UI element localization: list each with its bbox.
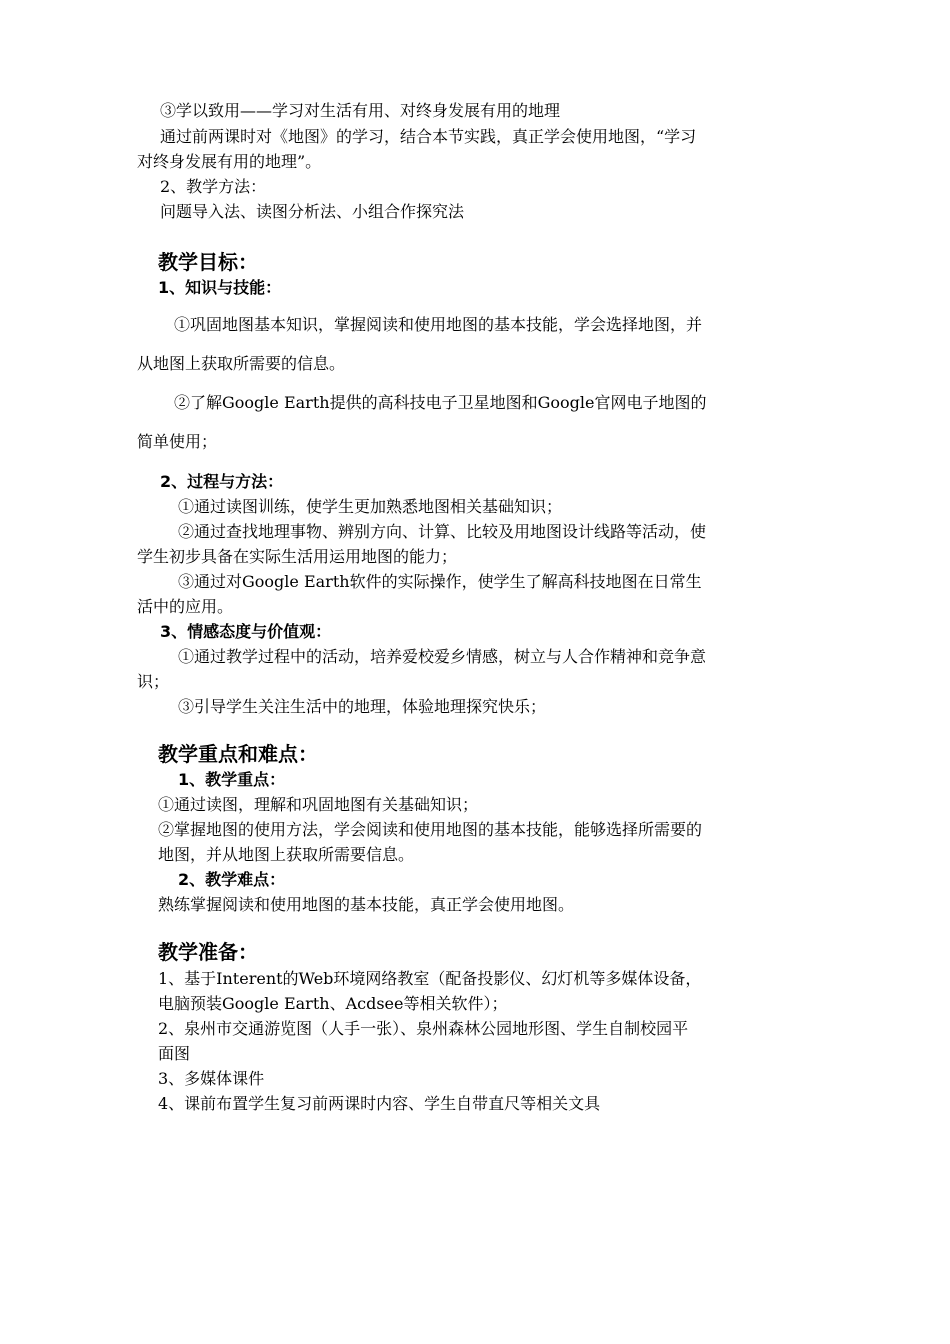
prep-item-line: 2、泉州市交通游览图（人手一张）、泉州森林公园地形图、学生自制校园平 bbox=[158, 1019, 689, 1038]
goals-item-line: 简单使用； bbox=[137, 432, 218, 451]
goals-item-line: ①通过读图训练，使学生更加熟悉地图相关基础知识； bbox=[178, 497, 563, 516]
key-points-item-line: 地图，并从地图上获取所需要信息。 bbox=[158, 845, 415, 864]
goals-item-line: 活中的应用。 bbox=[137, 597, 234, 616]
goals-heading: 教学目标： bbox=[158, 250, 258, 274]
key-points-section-title: 1、教学重点： bbox=[178, 770, 286, 789]
intro-line: 对终身发展有用的地理”。 bbox=[137, 152, 322, 171]
goals-item-line: 学生初步具备在实际生活用运用地图的能力； bbox=[137, 547, 458, 566]
intro-line: ③学以致用——学习对生活有用、对终身发展有用的地理 bbox=[160, 101, 561, 120]
prep-item-line: 电脑预装Google Earth、Acdsee等相关软件）； bbox=[158, 994, 508, 1013]
goals-item-line: ①巩固地图基本知识，掌握阅读和使用地图的基本技能，学会选择地图，并 bbox=[174, 315, 703, 334]
method-text: 问题导入法、读图分析法、小组合作探究法 bbox=[160, 202, 465, 221]
goals-item-line: ①通过教学过程中的活动，培养爱校爱乡情感，树立与人合作精神和竞争意 bbox=[178, 647, 707, 666]
goals-item-line: ③引导学生关注生活中的地理，体验地理探究快乐； bbox=[178, 697, 547, 716]
prep-item-line: 4、课前布置学生复习前两课时内容、学生自带直尺等相关文具 bbox=[158, 1094, 601, 1113]
intro-line: 通过前两课时对《地图》的学习，结合本节实践，真正学会使用地图，“学习 bbox=[160, 127, 697, 146]
prep-heading: 教学准备： bbox=[158, 940, 258, 964]
goals-item-line: ②通过查找地理事物、辨别方向、计算、比较及用地图设计线路等活动，使 bbox=[178, 522, 707, 541]
prep-item-line: 1、基于Interent的Web环境网络教室（配备投影仪、幻灯机等多媒体设备， bbox=[158, 969, 702, 988]
goals-item-line: 从地图上获取所需要的信息。 bbox=[137, 354, 346, 373]
goals-section-title: 3、情感态度与价值观： bbox=[160, 622, 332, 641]
prep-item-line: 面图 bbox=[158, 1044, 191, 1063]
key-points-section-title: 2、教学难点： bbox=[178, 870, 286, 889]
goals-section-title: 1、知识与技能： bbox=[158, 278, 282, 297]
prep-item-line: 3、多媒体课件 bbox=[158, 1069, 265, 1088]
method-title: 2、教学方法： bbox=[160, 177, 267, 196]
key-points-item-line: ①通过读图，理解和巩固地图有关基础知识； bbox=[158, 795, 479, 814]
goals-section-title: 2、过程与方法： bbox=[160, 472, 284, 491]
goals-item-line: 识； bbox=[137, 672, 170, 691]
key-points-item-line: ②掌握地图的使用方法，学会阅读和使用地图的基本技能，能够选择所需要的 bbox=[158, 820, 703, 839]
goals-item-line: ③通过对Google Earth软件的实际操作，使学生了解高科技地图在日常生 bbox=[178, 572, 702, 591]
key-points-heading: 教学重点和难点： bbox=[158, 742, 318, 766]
goals-item-line: ②了解Google Earth提供的高科技电子卫星地图和Google官网电子地图的 bbox=[174, 393, 707, 412]
key-points-item-line: 熟练掌握阅读和使用地图的基本技能，真正学会使用地图。 bbox=[158, 895, 575, 914]
